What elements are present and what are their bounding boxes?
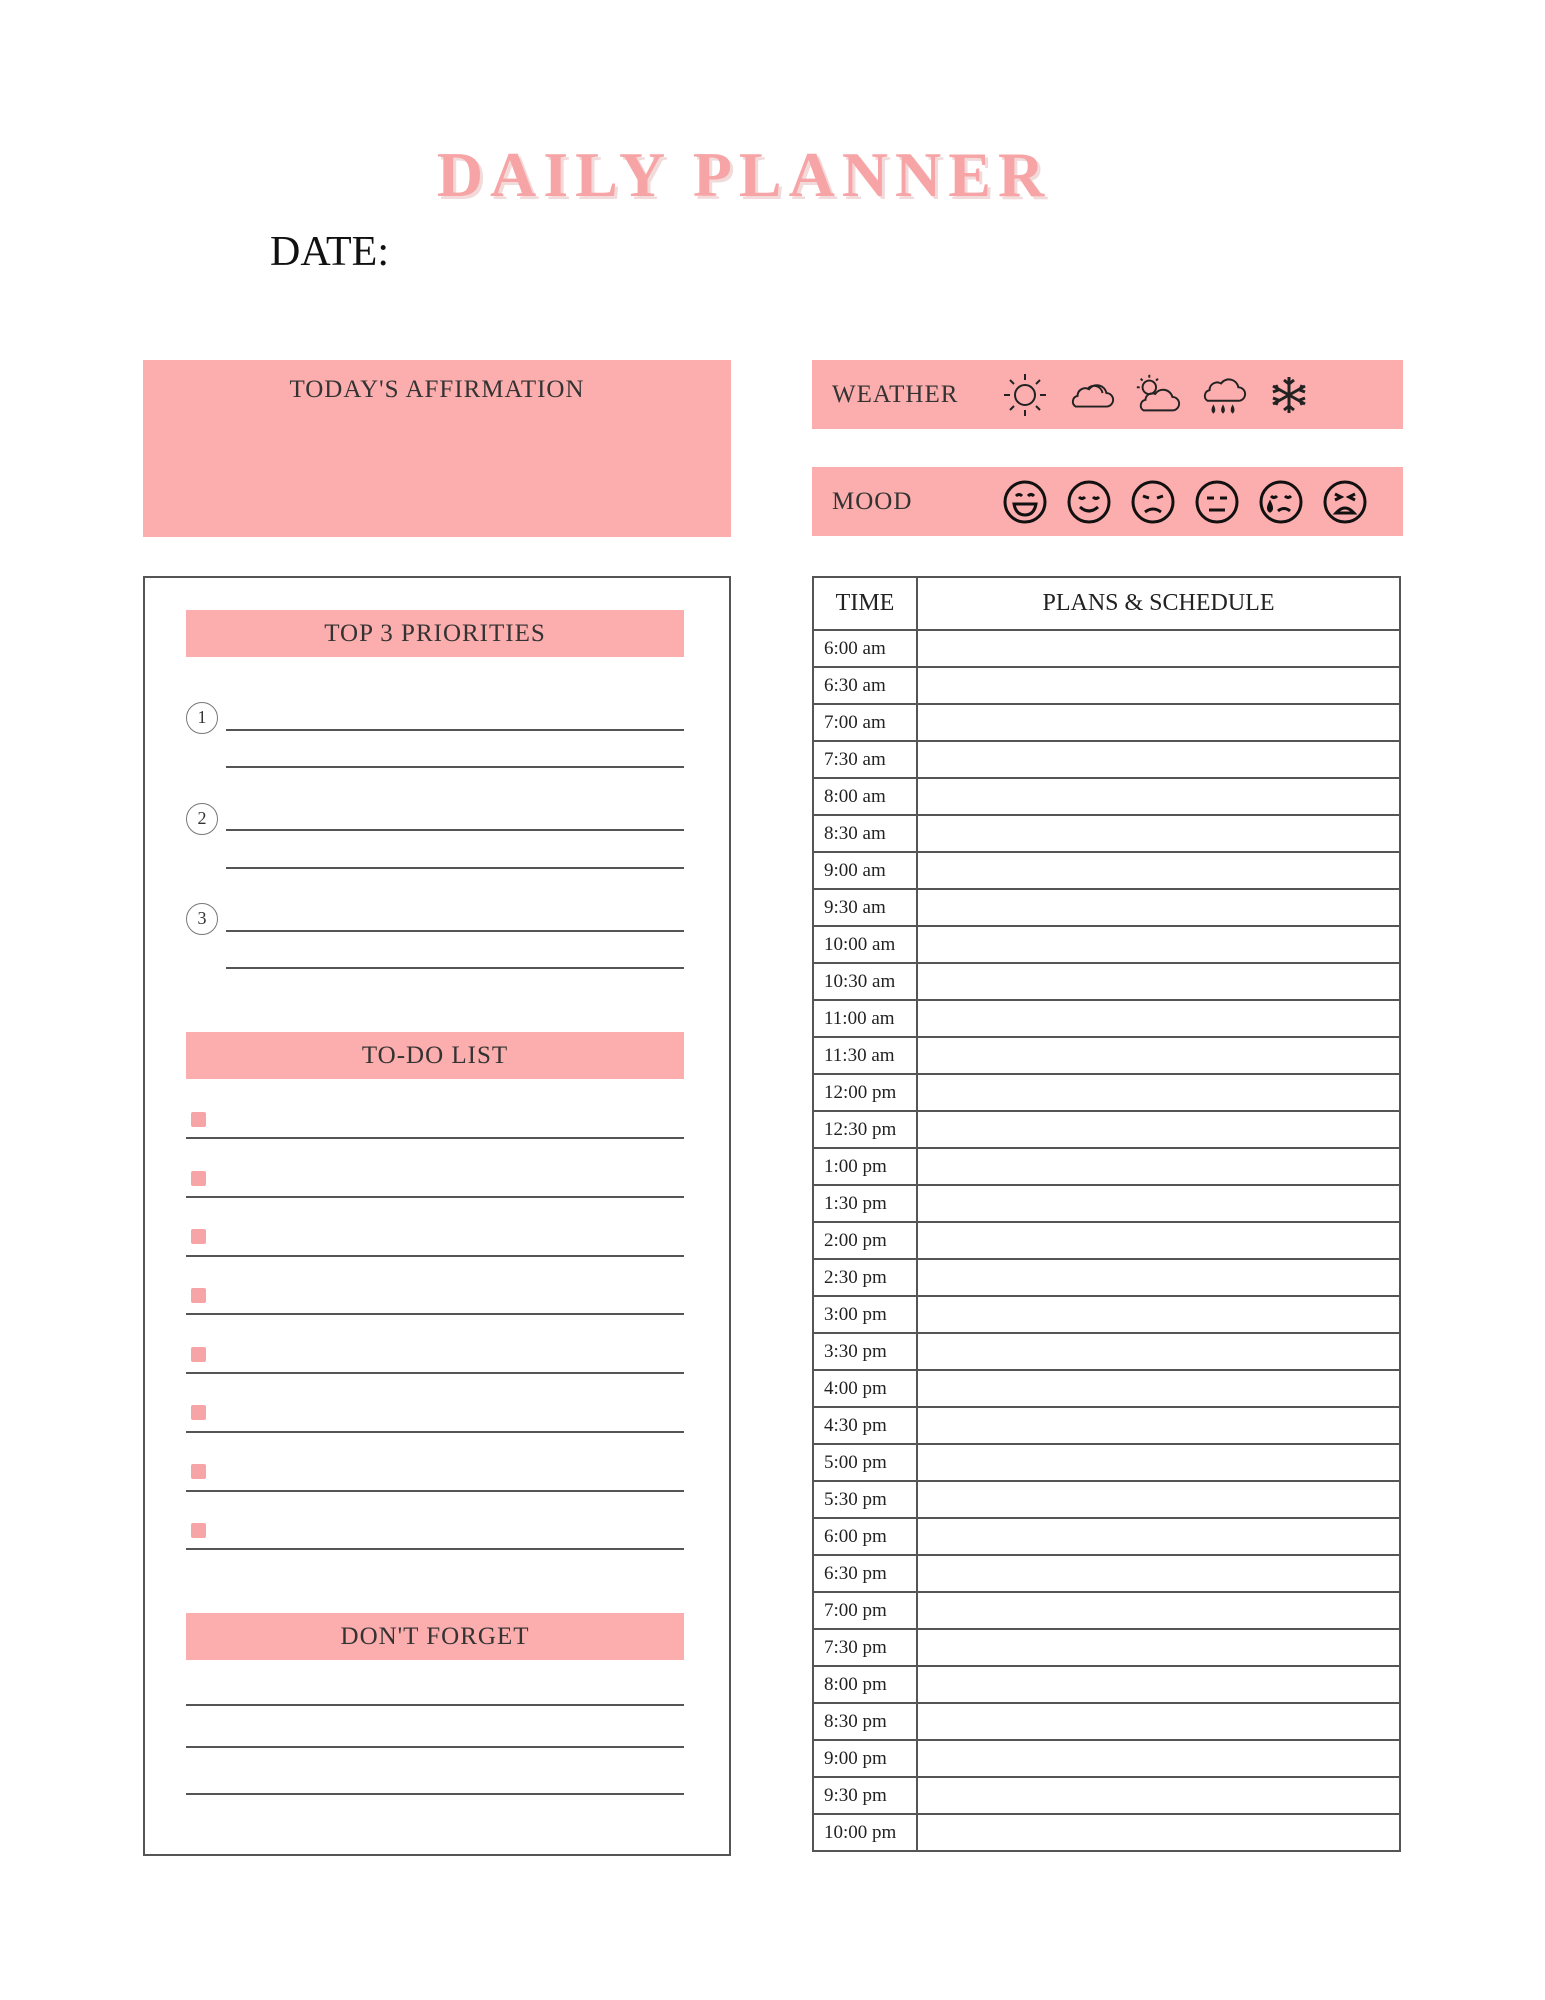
time-slot-label: 1:00 pm bbox=[813, 1148, 917, 1185]
priority-line[interactable] bbox=[226, 967, 684, 969]
time-slot-label: 7:00 pm bbox=[813, 1592, 917, 1629]
priority-line[interactable] bbox=[226, 766, 684, 768]
priorities-header: TOP 3 PRIORITIES bbox=[186, 610, 684, 657]
schedule-row bbox=[813, 630, 1400, 667]
time-slot-label: 2:00 pm bbox=[813, 1222, 917, 1259]
schedule-row bbox=[813, 1777, 1400, 1814]
schedule-row bbox=[813, 704, 1400, 741]
sun-icon[interactable] bbox=[1000, 370, 1050, 420]
plan-entry-cell[interactable] bbox=[917, 1259, 1400, 1296]
schedule-row bbox=[813, 1333, 1400, 1370]
cloud-icon[interactable] bbox=[1066, 370, 1116, 420]
crying-face-icon[interactable] bbox=[1256, 477, 1306, 527]
schedule-row bbox=[813, 1555, 1400, 1592]
todo-checkbox[interactable] bbox=[191, 1523, 206, 1538]
schedule-row bbox=[813, 1407, 1400, 1444]
time-slot-label: 12:00 pm bbox=[813, 1074, 917, 1111]
schedule-row bbox=[813, 1814, 1400, 1851]
time-slot-label: 11:30 am bbox=[813, 1037, 917, 1074]
schedule-row bbox=[813, 815, 1400, 852]
time-slot-label: 10:00 pm bbox=[813, 1814, 917, 1851]
todo-line[interactable] bbox=[186, 1372, 684, 1374]
plan-entry-cell[interactable] bbox=[917, 926, 1400, 963]
plan-entry-cell[interactable] bbox=[917, 1518, 1400, 1555]
plan-entry-cell[interactable] bbox=[917, 1740, 1400, 1777]
priority-line[interactable] bbox=[226, 829, 684, 831]
todo-checkbox[interactable] bbox=[191, 1288, 206, 1303]
schedule-row bbox=[813, 1703, 1400, 1740]
priority-line[interactable] bbox=[226, 930, 684, 932]
schedule-row bbox=[813, 1000, 1400, 1037]
plan-entry-cell[interactable] bbox=[917, 1037, 1400, 1074]
page-title: DAILY PLANNER bbox=[436, 139, 1052, 210]
plan-entry-cell[interactable] bbox=[917, 963, 1400, 1000]
schedule-row bbox=[813, 667, 1400, 704]
plan-entry-cell[interactable] bbox=[917, 778, 1400, 815]
schedule-row bbox=[813, 926, 1400, 963]
plan-entry-cell[interactable] bbox=[917, 1296, 1400, 1333]
time-column-header: TIME bbox=[813, 577, 917, 630]
plan-entry-cell[interactable] bbox=[917, 1074, 1400, 1111]
time-slot-label: 9:30 am bbox=[813, 889, 917, 926]
dont-forget-line[interactable] bbox=[186, 1704, 684, 1706]
plans-column-header: PLANS & SCHEDULE bbox=[917, 577, 1400, 630]
time-slot-label: 5:30 pm bbox=[813, 1481, 917, 1518]
date-label: DATE: bbox=[270, 229, 389, 275]
time-slot-label: 6:00 pm bbox=[813, 1518, 917, 1555]
time-slot-label: 3:00 pm bbox=[813, 1296, 917, 1333]
plan-entry-cell[interactable] bbox=[917, 1222, 1400, 1259]
plan-entry-cell[interactable] bbox=[917, 1407, 1400, 1444]
time-slot-label: 12:30 pm bbox=[813, 1111, 917, 1148]
plan-entry-cell[interactable] bbox=[917, 1000, 1400, 1037]
time-slot-label: 8:30 am bbox=[813, 815, 917, 852]
time-slot-label: 3:30 pm bbox=[813, 1333, 917, 1370]
partly-cloudy-icon[interactable] bbox=[1132, 370, 1182, 420]
todo-checkbox[interactable] bbox=[191, 1464, 206, 1479]
plan-entry-cell[interactable] bbox=[917, 630, 1400, 667]
todo-checkbox[interactable] bbox=[191, 1347, 206, 1362]
weather-label: WEATHER bbox=[832, 380, 959, 408]
time-slot-label: 2:30 pm bbox=[813, 1259, 917, 1296]
time-slot-label: 11:00 am bbox=[813, 1000, 917, 1037]
schedule-row bbox=[813, 1259, 1400, 1296]
dont-forget-header: DON'T FORGET bbox=[186, 1613, 684, 1660]
mood-label: MOOD bbox=[832, 487, 913, 515]
priority-number: 3 bbox=[186, 903, 218, 935]
schedule-row bbox=[813, 963, 1400, 1000]
schedule-row bbox=[813, 1740, 1400, 1777]
priority-number: 2 bbox=[186, 803, 218, 835]
plan-entry-cell[interactable] bbox=[917, 1481, 1400, 1518]
priority-line[interactable] bbox=[226, 867, 684, 869]
schedule-row bbox=[813, 1296, 1400, 1333]
schedule-table bbox=[812, 576, 1401, 1852]
todo-line[interactable] bbox=[186, 1431, 684, 1433]
dont-forget-line[interactable] bbox=[186, 1793, 684, 1795]
schedule-row bbox=[813, 1629, 1400, 1666]
schedule-row bbox=[813, 741, 1400, 778]
todo-header: TO-DO LIST bbox=[186, 1032, 684, 1079]
left-panel bbox=[143, 576, 731, 1856]
todo-line[interactable] bbox=[186, 1490, 684, 1492]
todo-line[interactable] bbox=[186, 1313, 684, 1315]
plan-entry-cell[interactable] bbox=[917, 1333, 1400, 1370]
time-slot-label: 8:00 pm bbox=[813, 1666, 917, 1703]
sad-face-icon[interactable] bbox=[1128, 477, 1178, 527]
schedule-row bbox=[813, 1444, 1400, 1481]
todo-checkbox[interactable] bbox=[191, 1112, 206, 1127]
plan-entry-cell[interactable] bbox=[917, 1444, 1400, 1481]
schedule-row bbox=[813, 1370, 1400, 1407]
time-slot-label: 5:00 pm bbox=[813, 1444, 917, 1481]
time-slot-label: 1:30 pm bbox=[813, 1185, 917, 1222]
neutral-face-icon[interactable] bbox=[1192, 477, 1242, 527]
todo-line[interactable] bbox=[186, 1255, 684, 1257]
time-slot-label: 10:00 am bbox=[813, 926, 917, 963]
time-slot-label: 6:30 pm bbox=[813, 1555, 917, 1592]
time-slot-label: 9:00 am bbox=[813, 852, 917, 889]
affirmation-title: TODAY'S AFFIRMATION bbox=[289, 376, 585, 403]
plan-entry-cell[interactable] bbox=[917, 1111, 1400, 1148]
time-slot-label: 6:00 am bbox=[813, 630, 917, 667]
schedule-row bbox=[813, 1518, 1400, 1555]
todo-line[interactable] bbox=[186, 1196, 684, 1198]
plan-entry-cell[interactable] bbox=[917, 1814, 1400, 1851]
grin-face-icon[interactable] bbox=[1000, 477, 1050, 527]
time-slot-label: 6:30 am bbox=[813, 667, 917, 704]
todo-line[interactable] bbox=[186, 1548, 684, 1550]
time-slot-label: 9:30 pm bbox=[813, 1777, 917, 1814]
schedule-row bbox=[813, 778, 1400, 815]
plan-entry-cell[interactable] bbox=[917, 1629, 1400, 1666]
plan-entry-cell[interactable] bbox=[917, 1370, 1400, 1407]
plan-entry-cell[interactable] bbox=[917, 1555, 1400, 1592]
schedule-row bbox=[813, 852, 1400, 889]
todo-checkbox[interactable] bbox=[191, 1405, 206, 1420]
time-slot-label: 8:00 am bbox=[813, 778, 917, 815]
schedule-row bbox=[813, 1481, 1400, 1518]
plan-entry-cell[interactable] bbox=[917, 1666, 1400, 1703]
plan-entry-cell[interactable] bbox=[917, 667, 1400, 704]
plan-entry-cell[interactable] bbox=[917, 1592, 1400, 1629]
schedule-row bbox=[813, 889, 1400, 926]
schedule-row bbox=[813, 1222, 1400, 1259]
affirmation-box[interactable] bbox=[143, 360, 731, 537]
rain-icon[interactable] bbox=[1198, 370, 1248, 420]
tired-face-icon[interactable] bbox=[1320, 477, 1370, 527]
time-slot-label: 7:00 am bbox=[813, 704, 917, 741]
time-slot-label: 7:30 pm bbox=[813, 1629, 917, 1666]
time-slot-label: 8:30 pm bbox=[813, 1703, 917, 1740]
schedule-row bbox=[813, 1074, 1400, 1111]
time-slot-label: 4:00 pm bbox=[813, 1370, 917, 1407]
plan-entry-cell[interactable] bbox=[917, 1703, 1400, 1740]
plan-entry-cell[interactable] bbox=[917, 741, 1400, 778]
todo-checkbox[interactable] bbox=[191, 1171, 206, 1186]
plan-entry-cell[interactable] bbox=[917, 1148, 1400, 1185]
schedule-row bbox=[813, 1185, 1400, 1222]
time-slot-label: 9:00 pm bbox=[813, 1740, 917, 1777]
plan-entry-cell[interactable] bbox=[917, 852, 1400, 889]
weather-bar bbox=[812, 360, 1403, 429]
schedule-row bbox=[813, 1666, 1400, 1703]
schedule-row bbox=[813, 1148, 1400, 1185]
schedule-row bbox=[813, 1111, 1400, 1148]
time-slot-label: 4:30 pm bbox=[813, 1407, 917, 1444]
snowflake-icon[interactable] bbox=[1264, 370, 1314, 420]
plan-entry-cell[interactable] bbox=[917, 1185, 1400, 1222]
todo-checkbox[interactable] bbox=[191, 1229, 206, 1244]
priority-line[interactable] bbox=[226, 729, 684, 731]
mood-bar bbox=[812, 467, 1403, 536]
plan-entry-cell[interactable] bbox=[917, 889, 1400, 926]
smile-face-icon[interactable] bbox=[1064, 477, 1114, 527]
time-slot-label: 10:30 am bbox=[813, 963, 917, 1000]
plan-entry-cell[interactable] bbox=[917, 704, 1400, 741]
plan-entry-cell[interactable] bbox=[917, 815, 1400, 852]
dont-forget-line[interactable] bbox=[186, 1746, 684, 1748]
schedule-row bbox=[813, 1037, 1400, 1074]
time-slot-label: 7:30 am bbox=[813, 741, 917, 778]
plan-entry-cell[interactable] bbox=[917, 1777, 1400, 1814]
todo-line[interactable] bbox=[186, 1137, 684, 1139]
schedule-row bbox=[813, 1592, 1400, 1629]
priority-number: 1 bbox=[186, 702, 218, 734]
